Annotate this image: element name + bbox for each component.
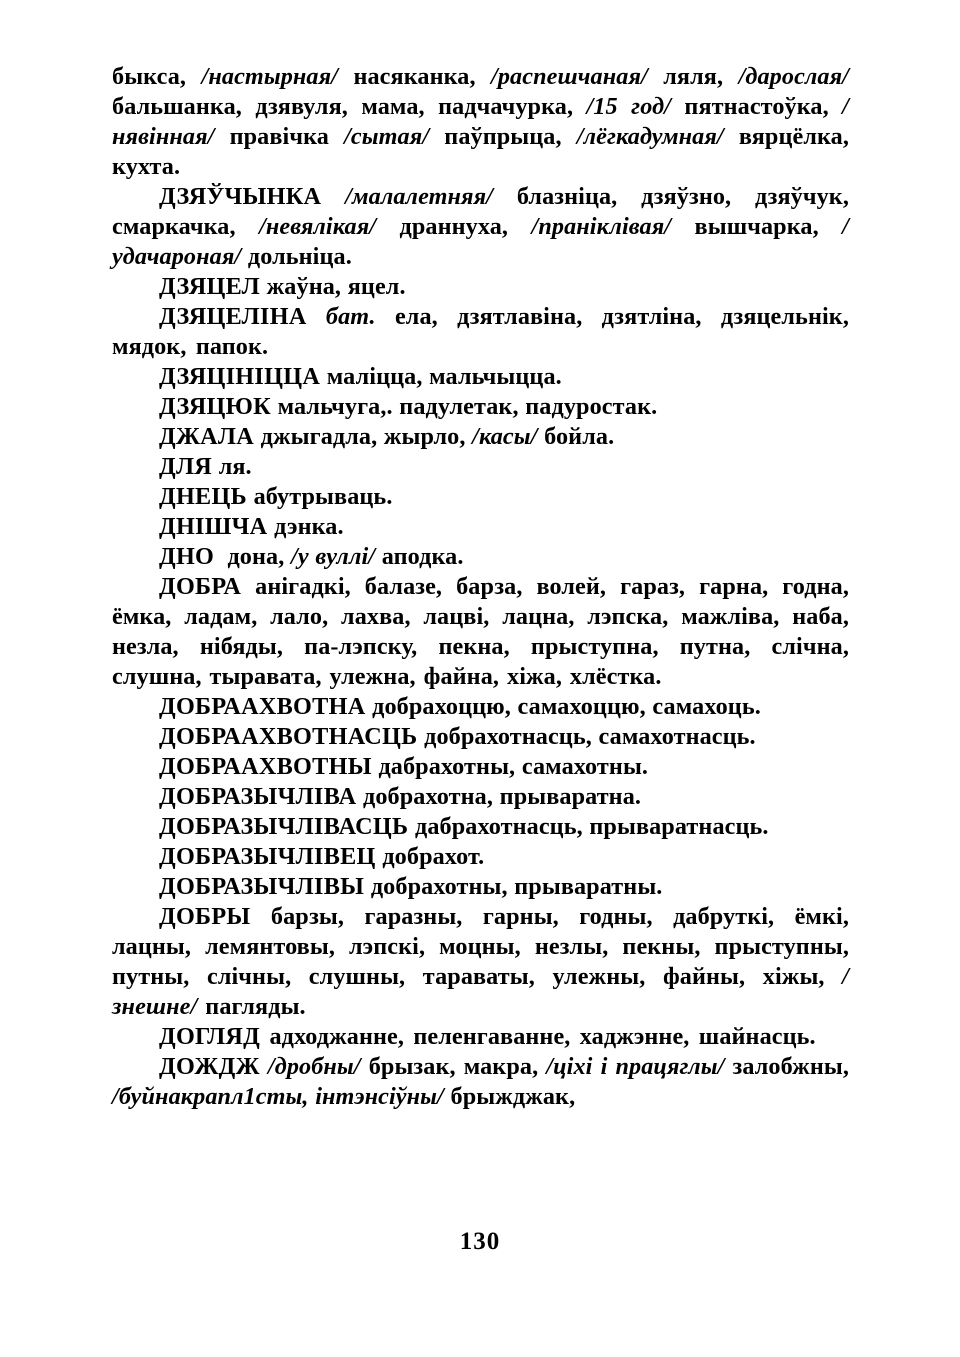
- entry-headword: ДОБРАЗЫЧЛІВА: [159, 783, 357, 810]
- continuation-italic-g: /лёгкадумная/: [576, 123, 724, 150]
- text-column: [112, 62, 849, 1112]
- entry-italic-gloss: /у вуллі/: [291, 543, 376, 570]
- dictionary-entry: [112, 362, 849, 392]
- entry-synonyms: джыгадла, жырло,: [260, 423, 473, 450]
- dictionary-entry: [112, 272, 849, 302]
- entry-synonyms: маліцца, мальчыцца.: [326, 363, 562, 390]
- entry-synonyms: ела, дзятлавіна, дзятліна, дзяцельнік, мядок, папок.: [112, 303, 849, 360]
- entry-italic-gloss: /буйнакрапл1сты, інтэнсіўны/: [112, 1083, 444, 1110]
- entry-synonyms: добрахот.: [382, 843, 485, 870]
- continuation-text-f: правічка: [214, 123, 345, 150]
- dictionary-entry: [112, 512, 849, 542]
- entry-headword: ДОБРААХВОТНА: [159, 693, 366, 720]
- entry-headword: ДОБРААХВОТНЫ: [159, 753, 372, 780]
- entry-headword: ДНЕЦЬ: [159, 483, 247, 510]
- entry-italic-gloss: /праніклівая/: [531, 213, 672, 240]
- entry-italic-gloss: /касы/: [472, 423, 538, 450]
- entry-italic-gloss: /невялікая/: [259, 213, 377, 240]
- dictionary-entry: [112, 692, 849, 722]
- entry-synonyms: дабрахотнасць, прываратнасць.: [415, 813, 769, 840]
- entry-synonyms: добрахотны, прываратны.: [370, 873, 663, 900]
- entry-headword: ДЗЯЦІНІЦЦА: [159, 363, 321, 390]
- entry-headword: ДОБРАЗЫЧЛІВЫ: [159, 873, 365, 900]
- entry-synonyms: драннуха,: [376, 213, 532, 240]
- entry-synonyms: блазніца, дзяўзно, дзяўчук, смаркачка,: [112, 183, 849, 240]
- dictionary-entry: [112, 812, 849, 842]
- dictionary-entry: [112, 752, 849, 782]
- entry-synonyms: залобжны,: [724, 1053, 849, 1080]
- entry-synonyms: дабрахотны, самахотны.: [378, 753, 649, 780]
- entry-synonyms: барзы, гаразны, гарны, годны, дабруткі, ёмкі, лацны, лемянтовы, лэпскі, моцны, незлы, пекны, прыступны, путны, слічны, слушны, тараваты, улежны, файны, хіжы,: [112, 903, 849, 990]
- entry-italic-gloss: /удачароная/: [112, 213, 849, 270]
- continuation-italic-c: /дарослая/: [738, 63, 849, 90]
- entry-synonyms: дольніца.: [241, 243, 352, 270]
- entry-headword: ДОБРАЗЫЧЛІВЕЦ: [159, 843, 376, 870]
- continuation-paragraph: [112, 62, 849, 182]
- entry-headword: ДОБРААХВОТНАСЦЬ: [159, 723, 418, 750]
- dictionary-entry: [112, 422, 849, 452]
- continuation-text-c: ляля,: [647, 63, 739, 90]
- entry-headword: ДНІШЧА: [159, 513, 268, 540]
- continuation-text-a: быкса,: [112, 63, 202, 90]
- entry-headword: ДОЖДЖ: [159, 1053, 260, 1080]
- entry-synonyms: добрахотнасць, самахотнасць.: [424, 723, 756, 750]
- dictionary-entry: [112, 392, 849, 422]
- dictionary-entry: [112, 842, 849, 872]
- entry-synonyms: жаўна, яцел.: [266, 273, 406, 300]
- dictionary-entry: [112, 872, 849, 902]
- continuation-text-g: паўпрыца,: [429, 123, 577, 150]
- entry-synonyms: анігадкі, балазе, барза, волей, гараз, гарна, годна, ёмка, ладам, лало, лахва, лацві, лацна, лэпска, мажліва, наба, незла, нібяды, па-лэпску, пекна, прыступна, путна, слічна, слушна, тыравата, улежна, файна, хіжа, хлёстка.: [112, 573, 849, 690]
- entry-italic-gloss: /знешне/: [112, 963, 849, 1020]
- entry-synonyms: пагляды.: [197, 993, 306, 1020]
- continuation-text-d: бальшанка, дзявуля, мама, падчачурка,: [112, 93, 587, 120]
- entry-headword: ДНО: [159, 543, 215, 570]
- continuation-italic-a: /настырная/: [201, 63, 339, 90]
- entry-headword: ДОБРАЗЫЧЛІВАСЦЬ: [159, 813, 409, 840]
- entry-headword: ДОБРА: [159, 573, 242, 600]
- continuation-italic-d: /15 год/: [586, 93, 671, 120]
- entry-headword: ДЖАЛА: [159, 423, 255, 450]
- entry-synonyms: дона,: [227, 543, 292, 570]
- continuation-text-e: пятнастоўка,: [671, 93, 843, 120]
- dictionary-entry: [112, 782, 849, 812]
- entry-synonyms: брыжджак,: [443, 1083, 576, 1110]
- entry-italic-gloss: /дробны/: [267, 1053, 361, 1080]
- entry-italic-gloss: /ціхі і працяглы/: [546, 1053, 725, 1080]
- dictionary-entry: [112, 1022, 849, 1052]
- entry-headword: ДЛЯ: [159, 453, 213, 480]
- entry-synonyms: добрахотна, прываратна.: [363, 783, 642, 810]
- entry-headword: ДЗЯЦЕЛ: [159, 273, 261, 300]
- entry-headword: ДЗЯЎЧЫНКА: [159, 183, 322, 210]
- entry-synonyms: адходжанне, пеленгаванне, хаджэнне, шайнасць.: [269, 1023, 816, 1050]
- dictionary-entry: [112, 722, 849, 752]
- entry-synonyms: дэнка.: [274, 513, 344, 540]
- dictionary-entry: [112, 572, 849, 692]
- dictionary-entry: [112, 1052, 849, 1112]
- entry-headword: ДЗЯЦЮК: [159, 393, 271, 420]
- entry-synonyms: добрахоццю, самахоццю, самахоць.: [372, 693, 761, 720]
- entry-italic-gloss: /малалетняя/: [345, 183, 493, 210]
- continuation-text-h: вярцёлка, кухта.: [112, 123, 850, 180]
- entry-synonyms: абутрываць.: [253, 483, 393, 510]
- dictionary-entry: [112, 302, 849, 362]
- continuation-text-b: насяканка,: [338, 63, 492, 90]
- dictionary-entry: [112, 482, 849, 512]
- continuation-italic-f: /сытая/: [344, 123, 430, 150]
- dictionary-entry: [112, 182, 849, 272]
- continuation-italic-b: /распешчаная/: [491, 63, 648, 90]
- dictionary-entry: [112, 902, 849, 1022]
- dictionary-entry: [112, 542, 849, 572]
- entry-synonyms: аподка.: [375, 543, 464, 570]
- continuation-italic-e: /нявінная/: [112, 93, 849, 150]
- entry-headword: ДОБРЫ: [159, 903, 251, 930]
- entry-synonyms: ля.: [218, 453, 252, 480]
- entry-synonyms: брызак, макра,: [360, 1053, 547, 1080]
- entry-headword: ДОГЛЯД: [159, 1023, 261, 1050]
- entry-synonyms: мальчуга,. падулетак, падуростак.: [277, 393, 658, 420]
- entry-headword: ДЗЯЦЕЛІНА: [159, 303, 307, 330]
- page-number: 130: [459, 1228, 501, 1255]
- dictionary-entry: [112, 452, 849, 482]
- entry-synonyms: вышчарка,: [671, 213, 843, 240]
- entry-synonyms: бойла.: [537, 423, 615, 450]
- entry-usage-label: бат.: [325, 303, 376, 330]
